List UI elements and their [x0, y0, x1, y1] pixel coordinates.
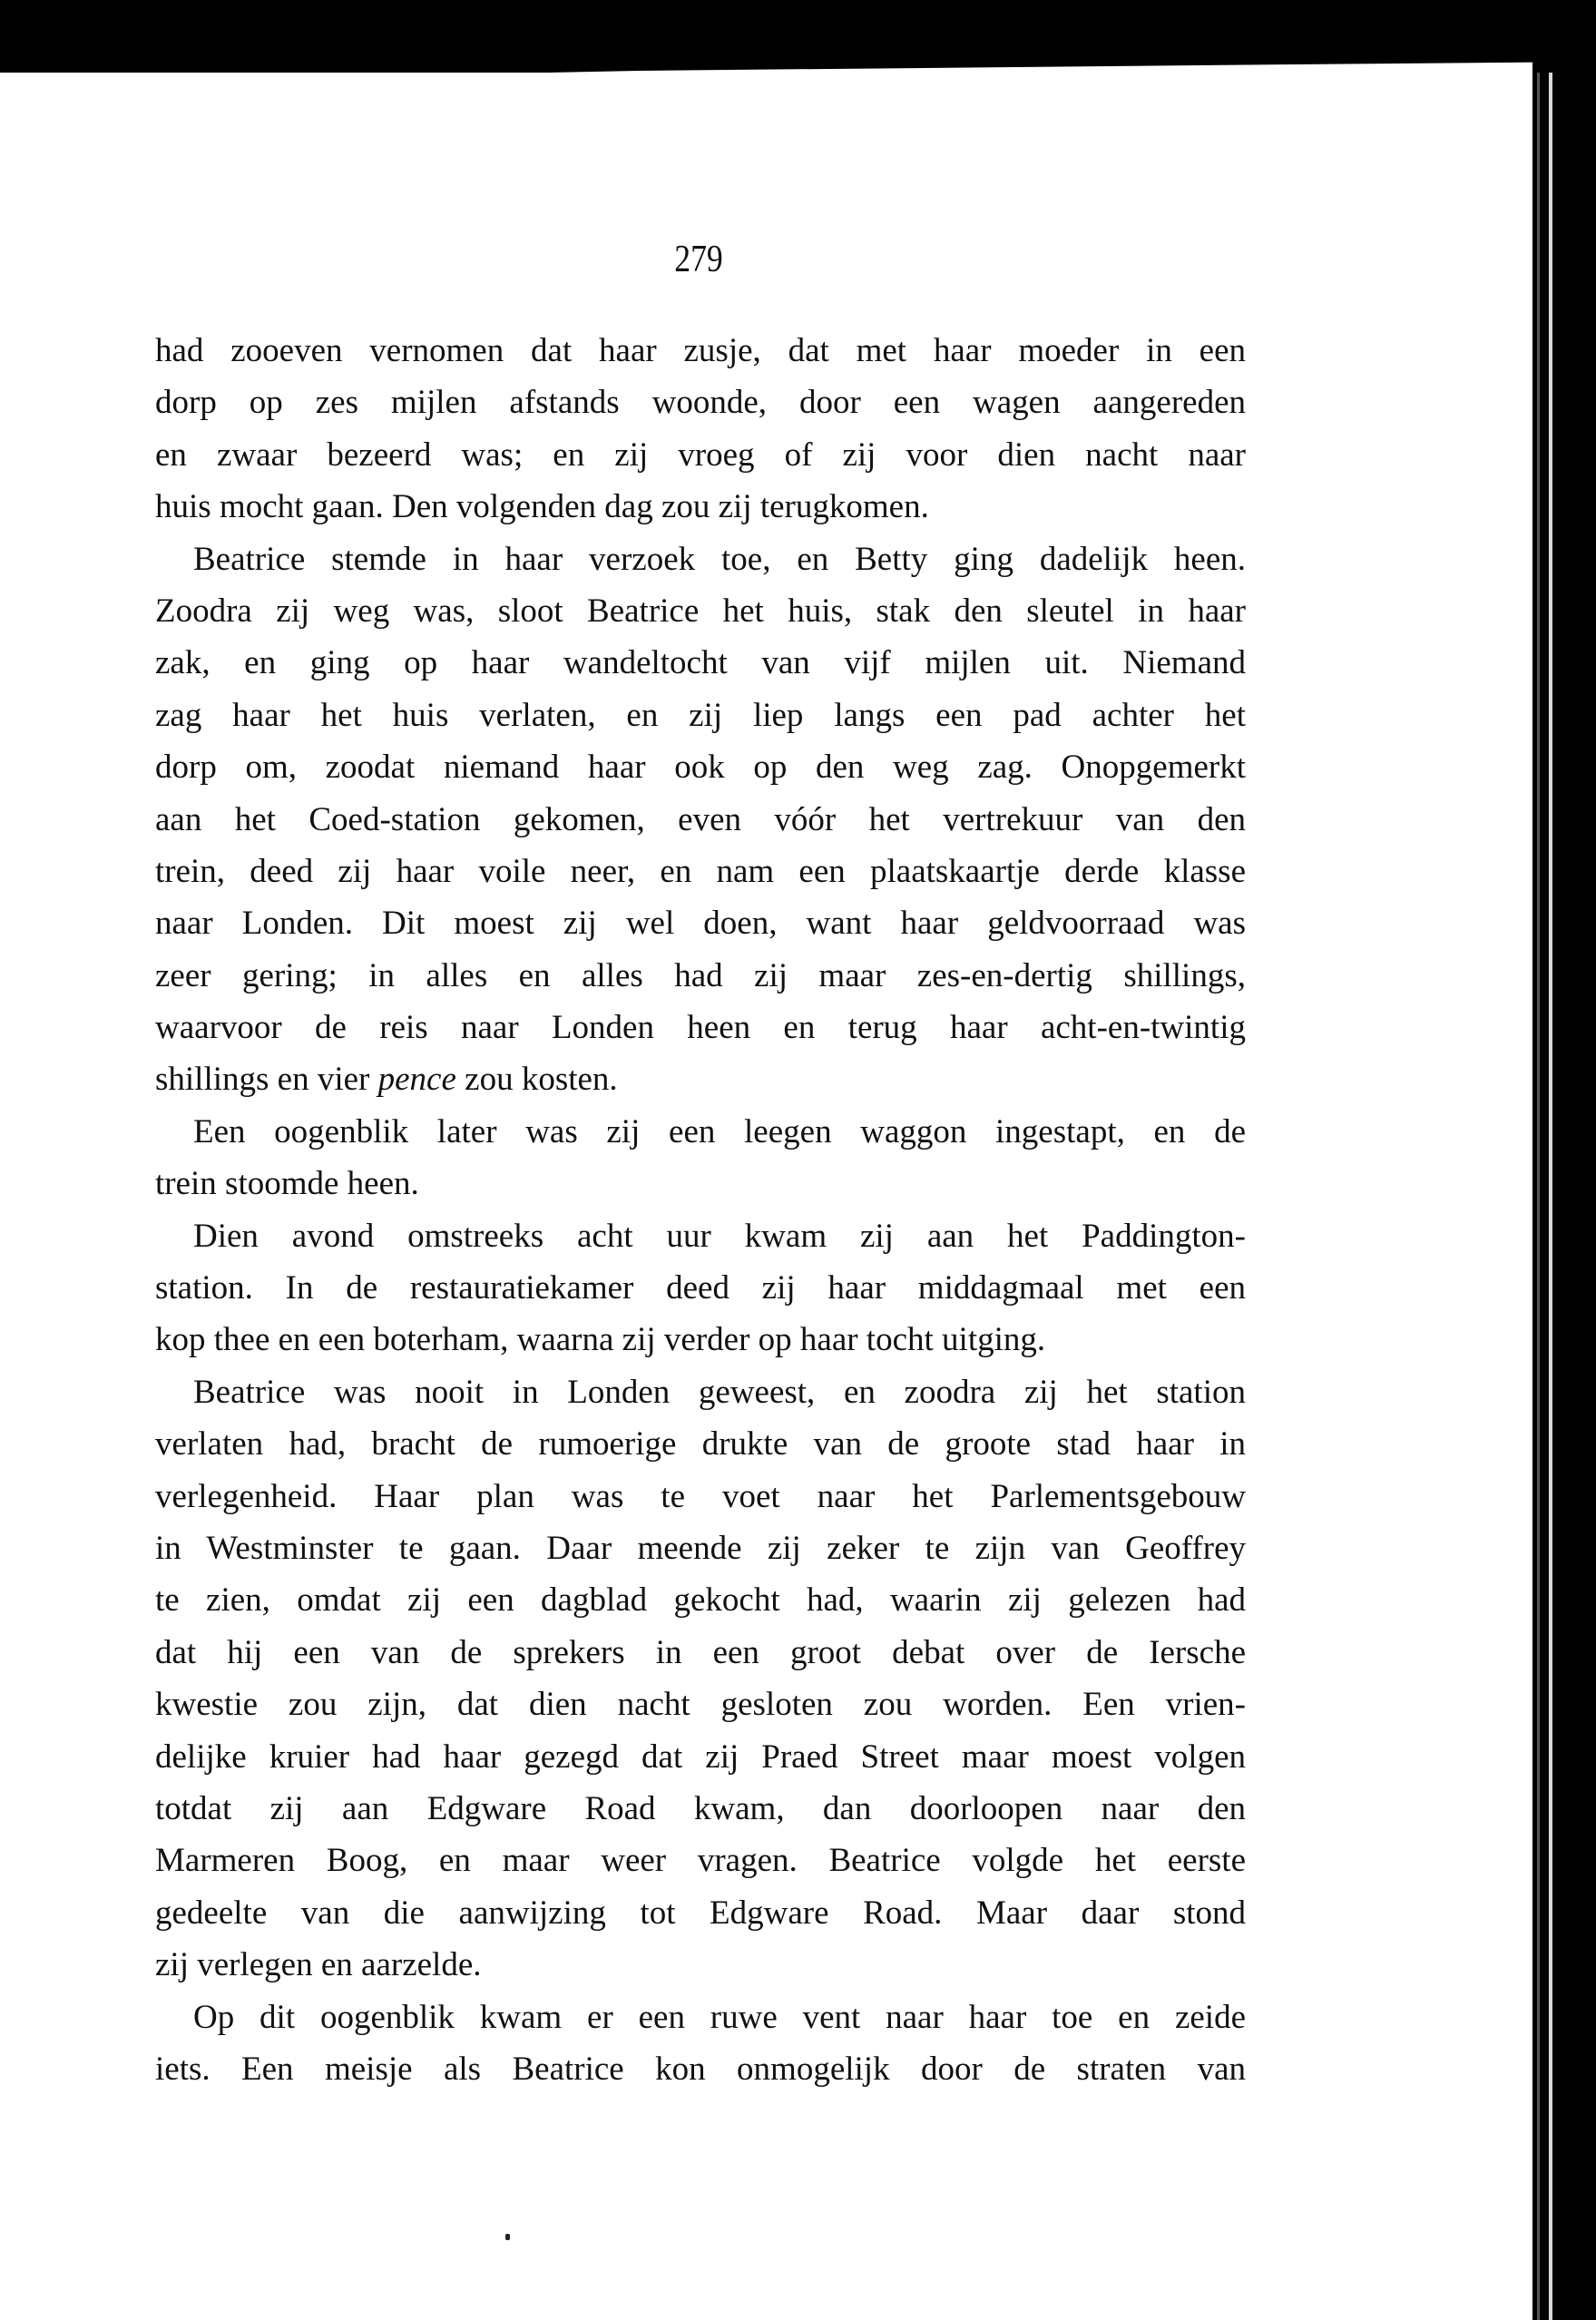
text-line: zag haar het huis verlaten, en zij liep langs een pad achter het — [155, 696, 1246, 734]
text-line: en zwaar bezeerd was; en zij vroeg of zij voor dien nacht naar — [155, 436, 1246, 474]
text-line: aan het Coed-station gekomen, even vóór het vertrekuur van den — [155, 800, 1246, 838]
text-line: verlaten had, bracht de rumoerige drukte van de groote stad haar in — [155, 1425, 1246, 1463]
paragraph — [155, 325, 1246, 534]
text-line: Zoodra zij weg was, sloot Beatrice het huis, stak den sleutel in haar — [155, 592, 1246, 630]
text-line: totdat zij aan Edgware Road kwam, dan doorloopen naar den — [155, 1789, 1246, 1827]
text-line: verlegenheid. Haar plan was te voet naar het Parlementsgebouw — [155, 1477, 1246, 1515]
text-line: Marmeren Boog, en maar weer vragen. Beatrice volgde het eerste — [155, 1842, 1246, 1880]
text-line: kwestie zou zijn, dat dien nacht gesloten zou worden. Een vrien- — [155, 1686, 1246, 1724]
paragraph — [155, 1210, 1246, 1366]
text-line: huis mocht gaan. Den volgenden dag zou zij terugkomen. — [155, 488, 929, 526]
paragraph — [155, 1992, 1246, 2096]
text-line: in Westminster te gaan. Daar meende zij zeker te zijn van Geoffrey — [155, 1529, 1246, 1567]
page-edge-line — [1549, 73, 1552, 2320]
paragraph — [155, 1106, 1246, 1210]
text-line: zeer gering; in alles en alles had zij maar zes-en-dertig shillings, — [155, 956, 1246, 994]
page-number: 279 — [674, 239, 723, 280]
text-line: zak, en ging op haar wandeltocht van vijf mijlen uit. Niemand — [155, 644, 1246, 682]
text-line: Een oogenblik later was zij een leegen waggon ingestapt, en de — [193, 1112, 1246, 1150]
text-line: trein stoomde heen. — [155, 1165, 419, 1203]
text-line: dorp om, zoodat niemand haar ook op den weg zag. Onopgemerkt — [155, 749, 1246, 787]
text-line: iets. Een meisje als Beatrice kon onmogelijk door de straten van — [155, 2050, 1246, 2088]
text-line: kop thee en een boterham, waarna zij verder op haar tocht uitging. — [155, 1321, 1046, 1359]
text-line: Beatrice stemde in haar verzoek toe, en Betty ging dadelijk heen. — [193, 540, 1246, 578]
text-segment: zou kosten. — [455, 1061, 618, 1099]
text-line: zij verlegen en aarzelde. — [155, 1946, 482, 1984]
text-segment: shillings en vier — [155, 1061, 378, 1099]
text-line: Dien avond omstreeks acht uur kwam zij aan het Paddington- — [193, 1217, 1246, 1255]
text-line: dorp op zes mijlen afstands woonde, door een wagen aangereden — [155, 384, 1246, 422]
text-line: station. In de restauratiekamer deed zij haar middagmaal met een — [155, 1269, 1246, 1307]
italic-word: pence — [377, 1061, 456, 1099]
body-text — [155, 325, 1246, 2095]
text-line — [155, 1053, 1246, 1105]
paragraph — [155, 534, 1246, 1106]
page-edge-shadow — [1537, 73, 1540, 2320]
text-line: Op dit oogenblik kwam er een ruwe vent naar haar toe en zeide — [193, 1998, 1246, 2036]
text-line: Beatrice was nooit in Londen geweest, en zoodra zij het station — [193, 1373, 1246, 1411]
scan-speck — [505, 2234, 510, 2240]
text-line: waarvoor de reis naar Londen heen en terug haar acht-en-twintig — [155, 1009, 1246, 1047]
scan-border-right — [1532, 0, 1596, 2320]
text-line: delijke kruier had haar gezegd dat zij Praed Street maar moest volgen — [155, 1738, 1246, 1776]
text-line: had zooeven vernomen dat haar zusje, dat met haar moeder in een — [155, 332, 1246, 369]
paragraph — [155, 1366, 1246, 1992]
text-line: te zien, omdat zij een dagblad gekocht had, waarin zij gelezen had — [155, 1581, 1246, 1620]
text-line: naar Londen. Dit moest zij wel doen, want haar geldvoorraad was — [155, 905, 1246, 943]
scan-border-top — [0, 0, 1596, 73]
text-line: dat hij een van de sprekers in een groot debat over de Iersche — [155, 1633, 1246, 1671]
text-line: gedeelte van die aanwijzing tot Edgware Road. Maar daar stond — [155, 1894, 1246, 1932]
text-line: trein, deed zij haar voile neer, en nam een plaatskaartje derde klasse — [155, 852, 1246, 890]
